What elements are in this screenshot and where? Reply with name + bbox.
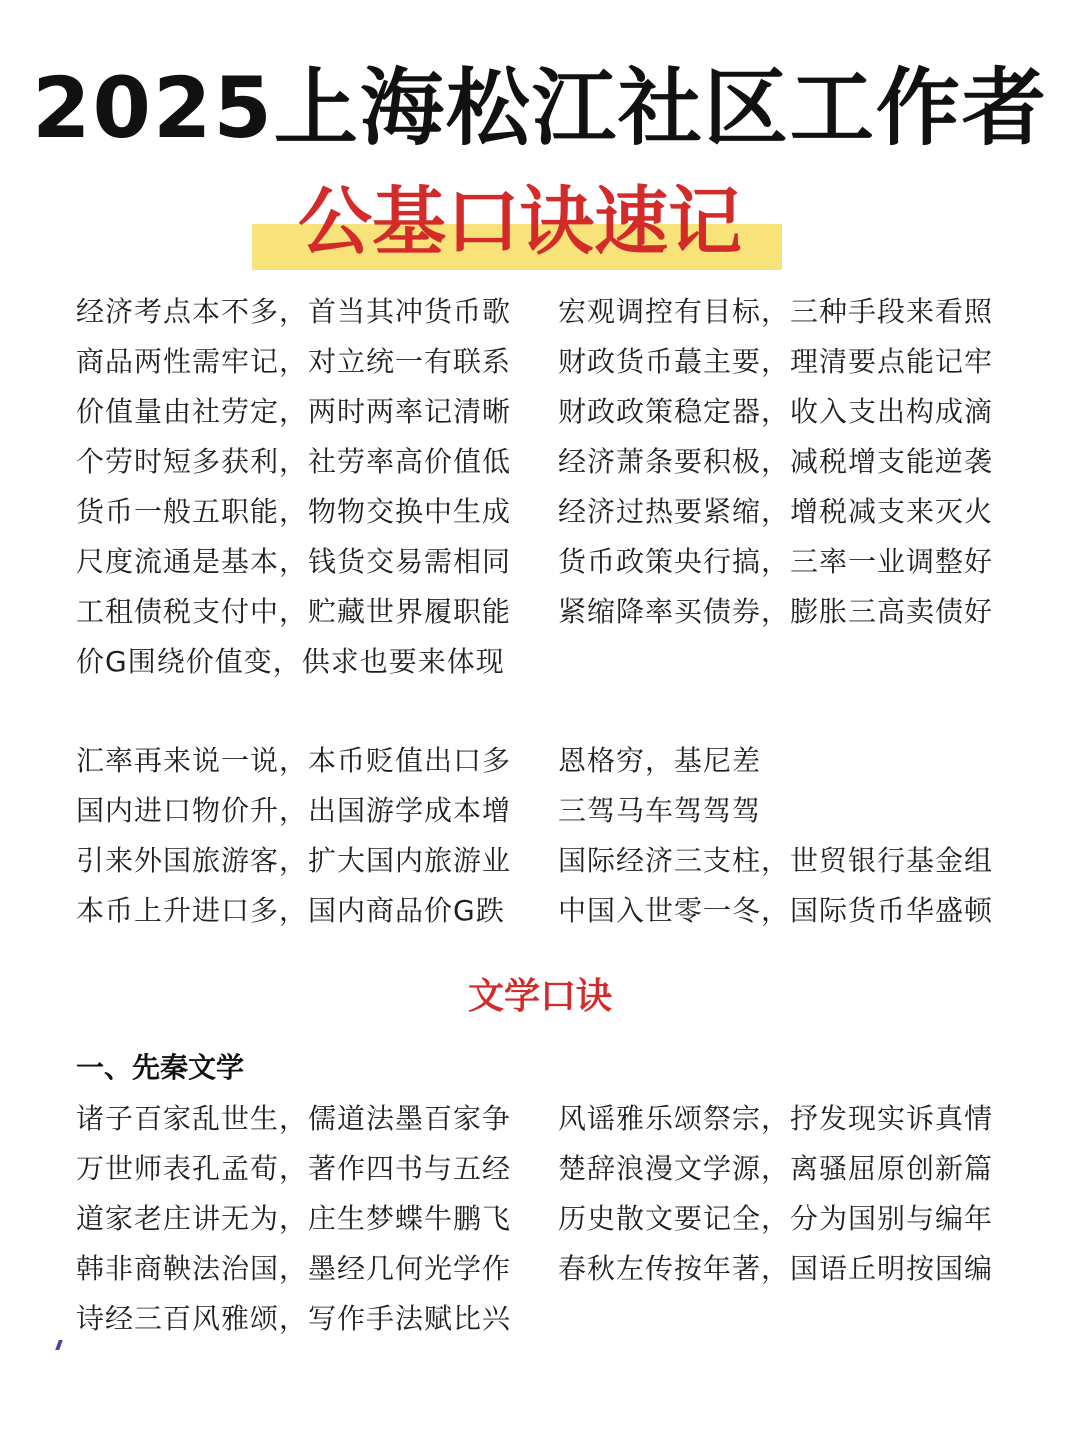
verse-line: 韩非商鞅法治国，墨经几何光学作 xyxy=(76,1252,512,1285)
pre-qin-literature-heading: 一、先秦文学 xyxy=(76,1051,245,1084)
verse-line: 价G围绕价值变，供求也要来体现 xyxy=(76,645,505,678)
economics-block-1-left-column xyxy=(76,287,536,687)
verse-line: 引来外国旅游客，扩大国内旅游业 xyxy=(76,844,512,877)
economics-block-2-left-column xyxy=(76,736,536,936)
page-title: 2025上海松江社区工作者 xyxy=(32,59,1048,157)
verse-line: 本币上升进口多，国内商品价G跌 xyxy=(76,894,505,927)
verse-line: 中国入世零一冬，国际货币华盛顿 xyxy=(558,894,994,927)
verse-line: 国内进口物价升，出国游学成本增 xyxy=(76,794,512,827)
verse-line: 诸子百家乱世生，儒道法墨百家争 xyxy=(76,1102,512,1135)
verse-line: 经济过热要紧缩，增税减支来灭火 xyxy=(558,495,994,528)
verse-line: 财政货币蕞主要，理清要点能记牢 xyxy=(558,345,994,378)
economics-block-1-right-column xyxy=(558,287,1018,637)
verse-line: 货币政策央行搞，三率一业调整好 xyxy=(558,545,994,578)
verse-line: 价值量由社劳定，两时两率记清晰 xyxy=(76,395,512,428)
verse-line: 财政政策稳定器，收入支出构成滴 xyxy=(558,395,994,428)
subtitle-banner xyxy=(0,174,1080,274)
verse-line: 楚辞浪漫文学源，离骚屈原创新篇 xyxy=(558,1152,994,1185)
literature-left-column xyxy=(76,1094,536,1344)
literature-heading: 文学口诀 xyxy=(467,976,612,1017)
literature-right-column xyxy=(558,1094,1018,1294)
verse-line: 恩格穷，基尼差 xyxy=(558,744,762,777)
verse-line: 三驾马车驾驾驾 xyxy=(558,794,762,827)
economics-block-2-right-column xyxy=(558,736,1018,936)
verse-line: 国际经济三支柱，世贸银行基金组 xyxy=(558,844,994,877)
verse-line: 个劳时短多获利，社劳率高价值低 xyxy=(76,445,512,478)
verse-line: 经济萧条要积极，减税增支能逆袭 xyxy=(558,445,994,478)
verse-line: 诗经三百风雅颂，写作手法赋比兴 xyxy=(76,1302,512,1335)
verse-line: 经济考点本不多，首当其冲货币歌 xyxy=(76,295,512,328)
verse-line: 道家老庄讲无为，庄生梦蝶牛鹏飞 xyxy=(76,1202,512,1235)
verse-line: 历史散文要记全，分为国别与编年 xyxy=(558,1202,994,1235)
page-subtitle: 公基口诀速记 xyxy=(298,179,742,265)
verse-line: 尺度流通是基本，钱货交易需相同 xyxy=(76,545,512,578)
verse-line: 春秋左传按年著，国语丘明按国编 xyxy=(558,1252,994,1285)
verse-line: 汇率再来说一说，本币贬值出口多 xyxy=(76,744,512,777)
verse-line: 万世师表孔孟荀，著作四书与五经 xyxy=(76,1152,512,1185)
verse-line: 紧缩降率买债券，膨胀三高卖债好 xyxy=(558,595,994,628)
verse-line: 宏观调控有目标，三种手段来看照 xyxy=(558,295,994,328)
verse-line: 风谣雅乐颂祭宗，抒发现实诉真情 xyxy=(558,1102,994,1135)
verse-line: 工租债税支付中，贮藏世界履职能 xyxy=(76,595,512,628)
verse-line: 商品两性需牢记，对立统一有联系 xyxy=(76,345,512,378)
pen-mark xyxy=(55,1340,63,1350)
verse-line: 货币一般五职能，物物交换中生成 xyxy=(76,495,512,528)
